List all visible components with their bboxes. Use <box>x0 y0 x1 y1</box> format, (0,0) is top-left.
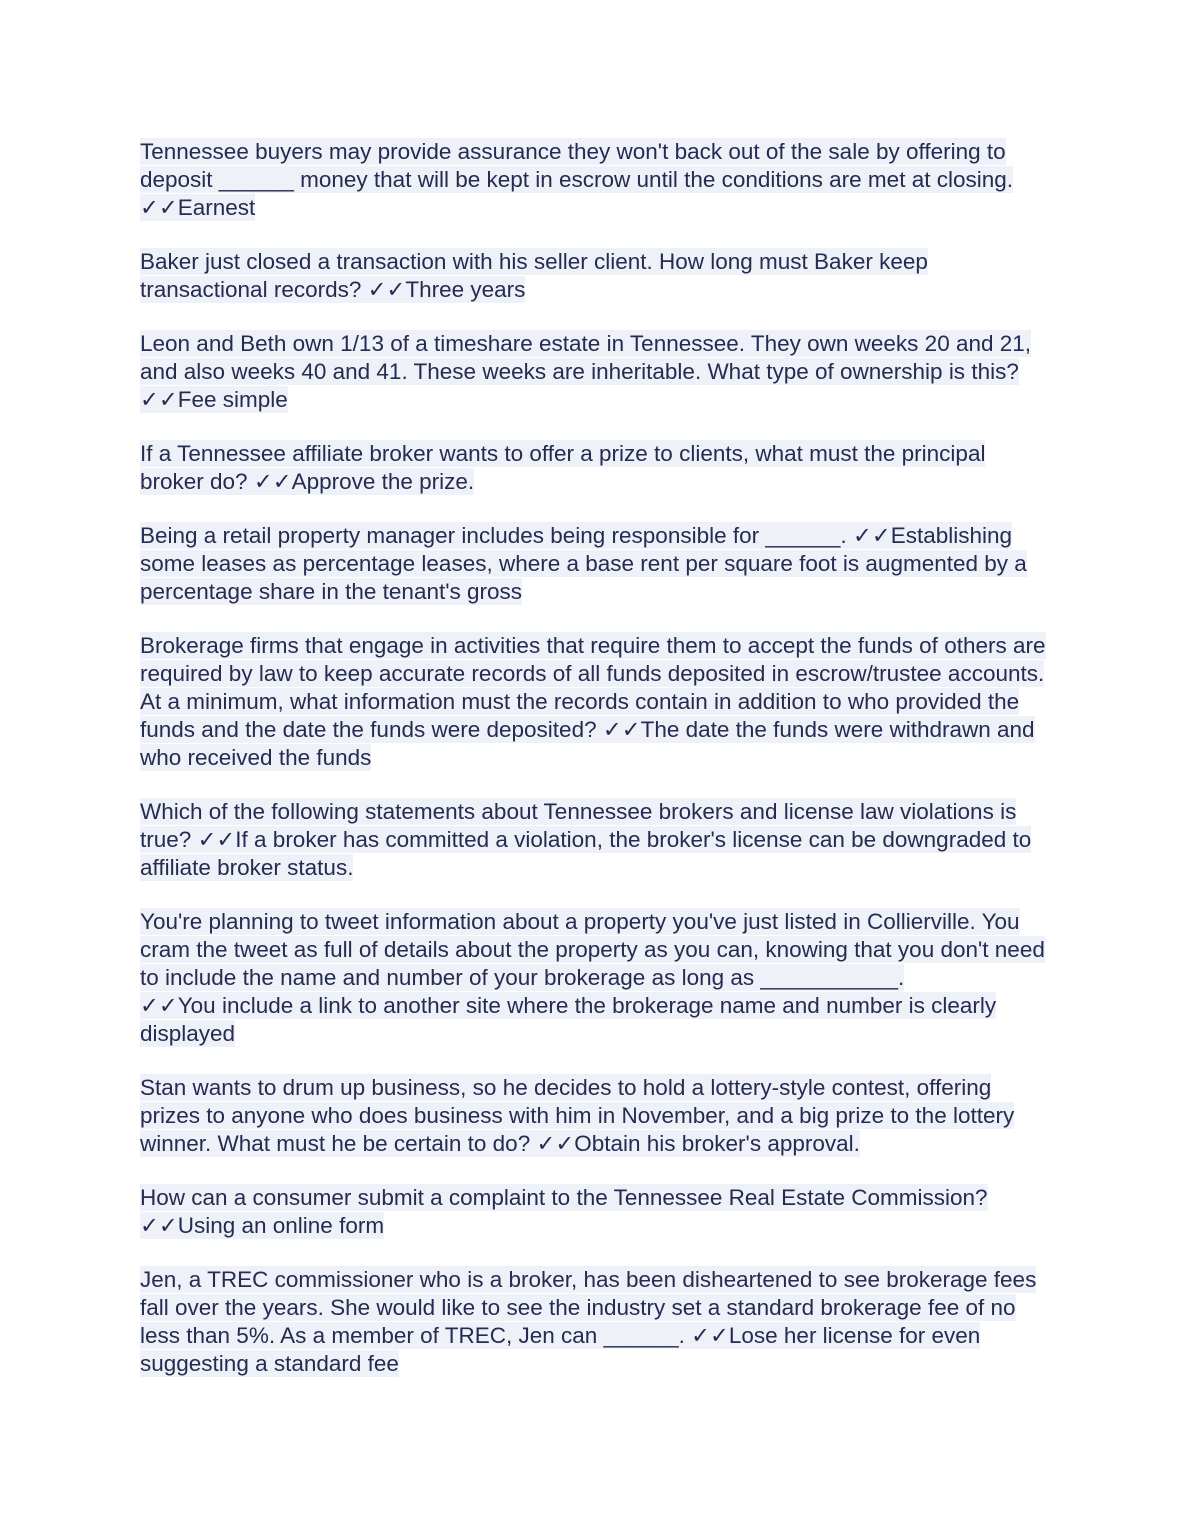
check-marks: ✓✓ <box>536 1131 575 1156</box>
answer-text: Obtain his broker's approval. <box>574 1131 860 1156</box>
question-text: Brokerage firms that engage in activities that require them to accept the funds of others are required by law to keep accurate records of all funds deposited in escrow/trustee accounts. At a minimum, what information must the records contain in addition to who provided the funds and the date the funds were deposited? <box>140 633 1046 742</box>
question-text: You're planning to tweet information about a property you've just listed in Collierville. You cram the tweet as full of details about the property as you can, knowing that you don't need to include the name and number of your brokerage as long as ___________. <box>140 909 1045 990</box>
answer-text: Establishing some leases as percentage leases, where a base rent per square foot is augmented by a percentage share in the tenant's gross <box>140 523 1027 604</box>
check-marks: ✓✓ <box>140 387 178 412</box>
question-text: If a Tennessee affiliate broker wants to offer a prize to clients, what must the principal broker do? <box>140 441 986 494</box>
question-text: Leon and Beth own 1/13 of a timeshare estate in Tennessee. They own weeks 20 and 21, and also weeks 40 and 41. These weeks are inheritable. What type of ownership is this? <box>140 331 1032 384</box>
qa-item <box>140 632 1055 772</box>
qa-item <box>140 1184 1055 1240</box>
qa-item <box>140 440 1055 496</box>
check-marks: ✓✓ <box>197 827 236 852</box>
answer-text: Lose her license for even suggesting a standard fee <box>140 1323 981 1376</box>
question-text: How can a consumer submit a complaint to the Tennessee Real Estate Commission? <box>140 1185 988 1210</box>
check-marks: ✓✓ <box>602 717 641 742</box>
answer-text: Earnest <box>177 195 256 220</box>
qa-item <box>140 1074 1055 1158</box>
qa-item <box>140 522 1055 606</box>
check-marks: ✓✓ <box>140 993 178 1018</box>
answer-text: Three years <box>405 277 526 302</box>
question-text: Which of the following statements about Tennessee brokers and license law violations is true? <box>140 799 1017 852</box>
question-text: Being a retail property manager includes being responsible for ______. <box>140 523 847 548</box>
answer-text: The date the funds were withdrawn and who received the funds <box>140 717 1035 770</box>
qa-item <box>140 138 1055 222</box>
qa-item <box>140 908 1055 1048</box>
qa-item <box>140 248 1055 304</box>
answer-text: If a broker has committed a violation, the broker's license can be downgraded to affiliate broker status. <box>140 827 1032 880</box>
qa-item <box>140 1266 1055 1378</box>
question-text: Tennessee buyers may provide assurance they won't back out of the sale by offering to deposit ______ money that will be kept in escrow until the conditions are met at closing. <box>140 139 1013 192</box>
question-text: Jen, a TREC commissioner who is a broker, has been disheartened to see brokerage fees fall over the years. She would like to see the industry set a standard brokerage fee of no less than 5%. As a member of TREC, Jen can ______. <box>140 1267 1037 1348</box>
answer-text: Approve the prize. <box>291 469 475 494</box>
answer-text: You include a link to another site where the brokerage name and number is clearly displayed <box>140 993 997 1046</box>
check-marks: ✓✓ <box>140 1213 178 1238</box>
check-marks: ✓✓ <box>140 195 178 220</box>
check-marks: ✓✓ <box>852 523 891 548</box>
document-page <box>140 138 1055 1404</box>
answer-text: Fee simple <box>177 387 288 412</box>
question-text: Baker just closed a transaction with his seller client. How long must Baker keep transactional records? <box>140 249 928 302</box>
check-marks: ✓✓ <box>691 1323 729 1348</box>
check-marks: ✓✓ <box>253 469 292 494</box>
qa-item <box>140 798 1055 882</box>
question-text: Stan wants to drum up business, so he decides to hold a lottery-style contest, offering prizes to anyone who does business with him in November, and a big prize to the lottery winner. What must he be certain to do? <box>140 1075 1015 1156</box>
answer-text: Using an online form <box>177 1213 385 1238</box>
check-marks: ✓✓ <box>367 277 406 302</box>
qa-item <box>140 330 1055 414</box>
